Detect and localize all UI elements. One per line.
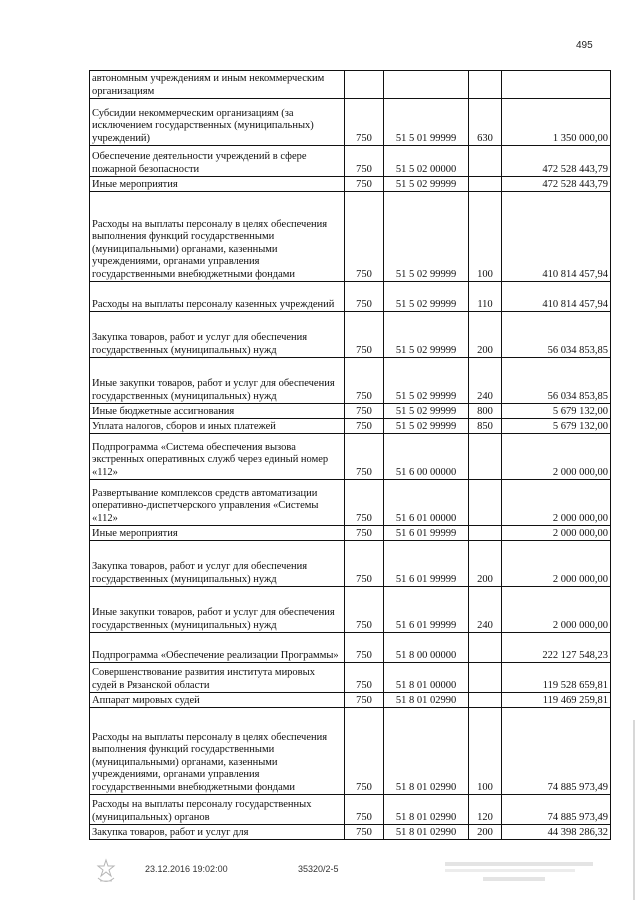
row-type <box>469 434 502 480</box>
row-amount: 74 885 973,49 <box>502 795 611 825</box>
row-type <box>469 526 502 541</box>
table-row <box>90 99 611 146</box>
row-amount: 2 000 000,00 <box>502 526 611 541</box>
row-amount: 56 034 853,85 <box>502 358 611 404</box>
budget-table <box>89 70 611 840</box>
row-type: 240 <box>469 587 502 633</box>
row-target: 51 8 01 02990 <box>384 708 469 795</box>
table-row <box>90 708 611 795</box>
row-code: 750 <box>345 146 384 177</box>
row-code: 750 <box>345 99 384 146</box>
row-type: 200 <box>469 541 502 587</box>
row-target: 51 6 01 00000 <box>384 480 469 526</box>
row-code <box>345 71 384 99</box>
table-row <box>90 480 611 526</box>
table-row <box>90 693 611 708</box>
coat-of-arms-icon <box>94 858 118 886</box>
row-type: 200 <box>469 312 502 358</box>
row-code: 750 <box>345 708 384 795</box>
table-row <box>90 71 611 99</box>
row-amount: 2 000 000,00 <box>502 587 611 633</box>
table-row <box>90 587 611 633</box>
row-type: 100 <box>469 192 502 282</box>
row-target: 51 8 01 02990 <box>384 795 469 825</box>
budget-table-body <box>90 71 611 840</box>
row-amount: 119 469 259,81 <box>502 693 611 708</box>
row-amount: 410 814 457,94 <box>502 192 611 282</box>
table-row <box>90 358 611 404</box>
table-row <box>90 404 611 419</box>
row-name: Уплата налогов, сборов и иных платежей <box>90 419 345 434</box>
table-row <box>90 419 611 434</box>
row-target: 51 5 02 99999 <box>384 404 469 419</box>
row-amount: 222 127 548,23 <box>502 633 611 663</box>
table-row <box>90 146 611 177</box>
row-target: 51 5 01 99999 <box>384 99 469 146</box>
row-name: Иные бюджетные ассигнования <box>90 404 345 419</box>
table-row <box>90 633 611 663</box>
row-type: 850 <box>469 419 502 434</box>
row-amount: 1 350 000,00 <box>502 99 611 146</box>
row-amount: 410 814 457,94 <box>502 282 611 312</box>
row-code: 750 <box>345 541 384 587</box>
row-name: Совершенствование развития института мировых судей в Рязанской области <box>90 663 345 693</box>
row-type: 240 <box>469 358 502 404</box>
row-target: 51 8 01 00000 <box>384 663 469 693</box>
row-target: 51 6 00 00000 <box>384 434 469 480</box>
table-row <box>90 177 611 192</box>
row-code: 750 <box>345 282 384 312</box>
row-type <box>469 177 502 192</box>
row-target: 51 6 01 99999 <box>384 587 469 633</box>
row-code: 750 <box>345 404 384 419</box>
row-name: автономным учреждениям и иным некоммерческим организациям <box>90 71 345 99</box>
row-target: 51 5 02 99999 <box>384 312 469 358</box>
row-amount: 5 679 132,00 <box>502 404 611 419</box>
row-target <box>384 71 469 99</box>
table-row <box>90 312 611 358</box>
row-name: Расходы на выплаты персоналу в целях обеспечения выполнения функций государственными (муниципальными) органами, казенными учреждениями, органами управления государственными внебюджетными фондами <box>90 192 345 282</box>
row-name: Иные закупки товаров, работ и услуг для обеспечения государственных (муниципальных) нужд <box>90 587 345 633</box>
row-code: 750 <box>345 312 384 358</box>
row-amount: 2 000 000,00 <box>502 541 611 587</box>
row-amount: 56 034 853,85 <box>502 312 611 358</box>
row-type: 110 <box>469 282 502 312</box>
row-target: 51 5 02 99999 <box>384 192 469 282</box>
row-amount: 44 398 286,32 <box>502 825 611 840</box>
row-amount <box>502 71 611 99</box>
footer-doc-number: 35320/2-5 <box>298 864 339 874</box>
row-name: Закупка товаров, работ и услуг для обеспечения государственных (муниципальных) нужд <box>90 541 345 587</box>
row-code: 750 <box>345 358 384 404</box>
row-target: 51 6 01 99999 <box>384 526 469 541</box>
row-code: 750 <box>345 526 384 541</box>
row-target: 51 5 02 99999 <box>384 419 469 434</box>
row-code: 750 <box>345 177 384 192</box>
row-code: 750 <box>345 587 384 633</box>
row-name: Расходы на выплаты персоналу государственных (муниципальных) органов <box>90 795 345 825</box>
row-type: 120 <box>469 795 502 825</box>
row-target: 51 5 02 99999 <box>384 358 469 404</box>
row-type <box>469 693 502 708</box>
row-type <box>469 663 502 693</box>
row-type <box>469 633 502 663</box>
footer-date: 23.12.2016 19:02:00 <box>145 864 228 874</box>
row-code: 750 <box>345 633 384 663</box>
page-number: 495 <box>576 40 593 51</box>
table-row <box>90 541 611 587</box>
row-target: 51 5 02 99999 <box>384 282 469 312</box>
row-name: Обеспечение деятельности учреждений в сфере пожарной безопасности <box>90 146 345 177</box>
row-type: 100 <box>469 708 502 795</box>
table-row <box>90 282 611 312</box>
table-row <box>90 825 611 840</box>
row-amount: 74 885 973,49 <box>502 708 611 795</box>
row-target: 51 8 01 02990 <box>384 693 469 708</box>
row-target: 51 8 00 00000 <box>384 633 469 663</box>
row-target: 51 6 01 99999 <box>384 541 469 587</box>
row-code: 750 <box>345 434 384 480</box>
table-row <box>90 192 611 282</box>
row-code: 750 <box>345 192 384 282</box>
row-amount: 472 528 443,79 <box>502 177 611 192</box>
row-type: 800 <box>469 404 502 419</box>
table-row <box>90 795 611 825</box>
table-row <box>90 434 611 480</box>
row-code: 750 <box>345 480 384 526</box>
row-type <box>469 480 502 526</box>
table-row <box>90 526 611 541</box>
row-amount: 2 000 000,00 <box>502 480 611 526</box>
row-target: 51 8 01 02990 <box>384 825 469 840</box>
row-name: Развертывание комплексов средств автоматизации оперативно-диспетчерского управления «Системы «112» <box>90 480 345 526</box>
table-row <box>90 663 611 693</box>
scan-edge-shadow <box>633 720 635 900</box>
row-name: Иные закупки товаров, работ и услуг для обеспечения государственных (муниципальных) нужд <box>90 358 345 404</box>
row-amount: 472 528 443,79 <box>502 146 611 177</box>
row-amount: 119 528 659,81 <box>502 663 611 693</box>
row-name: Закупка товаров, работ и услуг для <box>90 825 345 840</box>
row-name: Иные мероприятия <box>90 177 345 192</box>
row-name: Закупка товаров, работ и услуг для обеспечения государственных (муниципальных) нужд <box>90 312 345 358</box>
row-code: 750 <box>345 663 384 693</box>
row-code: 750 <box>345 693 384 708</box>
row-target: 51 5 02 99999 <box>384 177 469 192</box>
row-name: Расходы на выплаты персоналу казенных учреждений <box>90 282 345 312</box>
row-type <box>469 146 502 177</box>
row-type: 200 <box>469 825 502 840</box>
row-code: 750 <box>345 825 384 840</box>
row-name: Расходы на выплаты персоналу в целях обеспечения выполнения функций государственными (муниципальными) органами, казенными учреждениями, органами управления государственными внебюджетными фондами <box>90 708 345 795</box>
row-type <box>469 71 502 99</box>
row-amount: 5 679 132,00 <box>502 419 611 434</box>
row-target: 51 5 02 00000 <box>384 146 469 177</box>
row-name: Субсидии некоммерческим организациям (за исключением государственных (муниципальных) учреждений) <box>90 99 345 146</box>
row-type: 630 <box>469 99 502 146</box>
row-name: Подпрограмма «Система обеспечения вызова экстренных оперативных служб через единый номер «112» <box>90 434 345 480</box>
row-name: Иные мероприятия <box>90 526 345 541</box>
row-name: Подпрограмма «Обеспечение реализации Программы» <box>90 633 345 663</box>
row-code: 750 <box>345 419 384 434</box>
row-code: 750 <box>345 795 384 825</box>
registration-stamp <box>445 859 595 889</box>
row-name: Аппарат мировых судей <box>90 693 345 708</box>
row-amount: 2 000 000,00 <box>502 434 611 480</box>
